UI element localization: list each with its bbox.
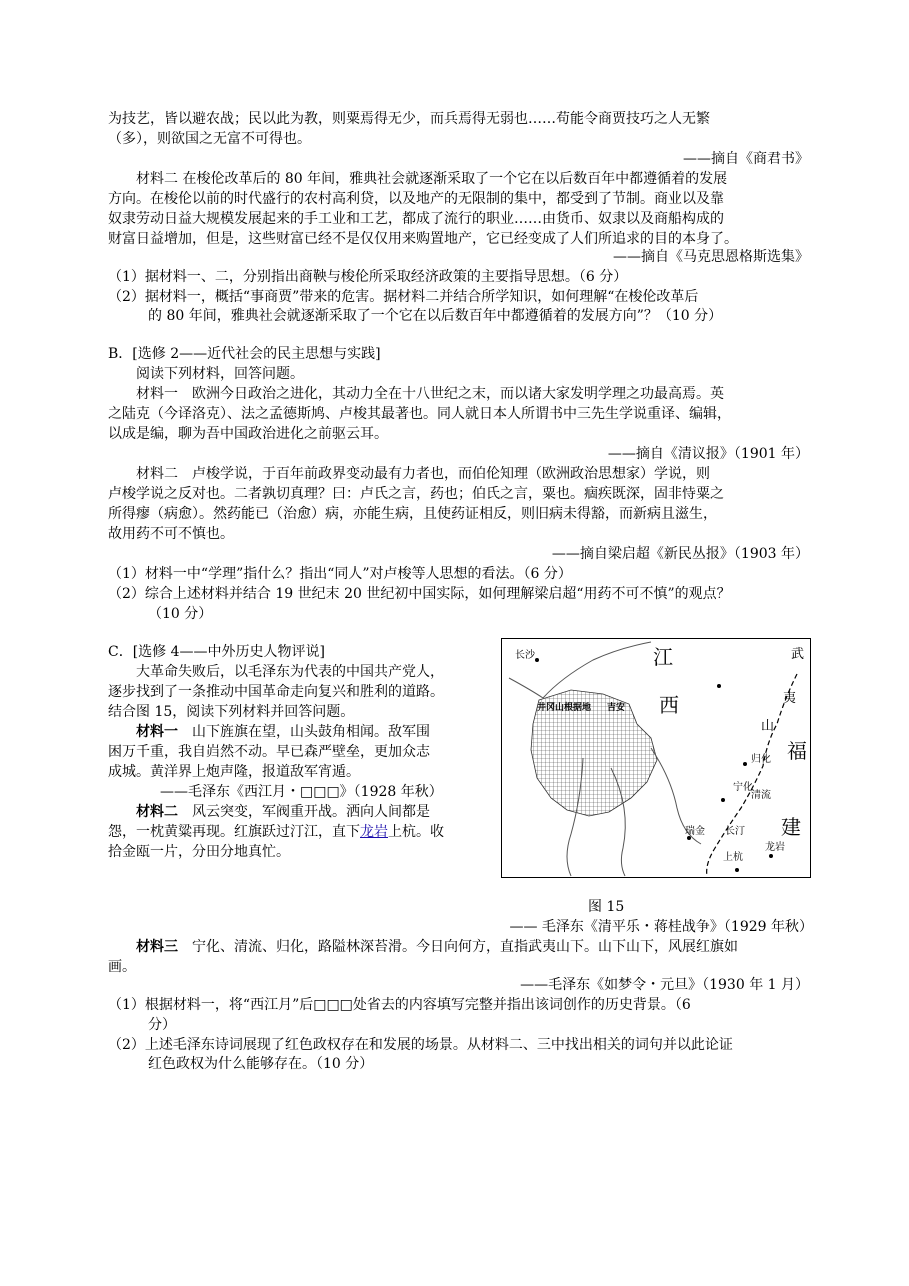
text-line: 分） [148, 1017, 176, 1033]
intro-line: 结合图 15，阅读下列材料并回答问题。 [108, 704, 355, 720]
material-two [136, 803, 430, 821]
poem-line: 画。 [108, 959, 136, 975]
map-figure [501, 638, 811, 878]
source-citation: ——摘自梁启超《新民丛报》（1903 年） [551, 546, 809, 562]
poem-text: 怨，一枕黄粱再现。红旗跃过汀江，直下 [108, 824, 360, 840]
label-qingliu: 清流 [751, 790, 771, 801]
text-line: （多），则欲国之无富不可得也。 [108, 131, 311, 147]
label-changsha: 长沙 [515, 650, 535, 661]
material-label: 材料二 [136, 804, 178, 820]
city-dot [735, 868, 739, 872]
question: （1）据材料一、二，分别指出商鞅与梭伦所采取经济政策的主要指导思想。（6 分） [108, 269, 628, 285]
label-changting: 长汀 [725, 826, 745, 837]
text-line: 奴隶劳动日益大规模发展起来的手工业和工艺，都成了流行的职业……由货币、奴隶以及商船构成的 [108, 211, 724, 227]
text-line: 以成是编，聊为吾中国政治进化之前驱云耳。 [108, 426, 388, 442]
intro-line: 大革命失败后，以毛泽东为代表的中国共产党人， [136, 664, 444, 680]
text-line: 故用药不可不慎也。 [108, 526, 234, 542]
material-label: 材料三 [136, 939, 178, 955]
text-line: 所得瘳（病愈）。然药能已（治愈）病，亦能生病，且使药证相反，则旧病未得豁，而新病且滋生， [108, 506, 717, 522]
label-wu: 武 [791, 647, 805, 662]
source-citation: ——毛泽东《如梦令・元旦》（1930 年 1 月） [520, 977, 809, 993]
label-yi: 夷 [783, 691, 797, 706]
source-citation: ——毛泽东《西江月・□□□》（1928 年秋） [160, 784, 443, 800]
label-jian: 吉安 [607, 703, 626, 713]
label-ninghua: 宁化 [733, 782, 753, 793]
material-paragraph: 材料二 卢梭学说，于百年前政界变动最有力者也，而伯伦知理（欧洲政治思想家）学说，则 [136, 466, 710, 482]
poem-line: 山下旌旗在望，山头鼓角相闻。敌军围 [192, 724, 430, 740]
material-label: 材料一 [136, 724, 178, 740]
poem-line [108, 823, 444, 841]
text-line: 方向。在梭伦以前的时代盛行的农村高利贷，以及地产的无限制的集中，都受到了节制。商业以及靠 [108, 191, 724, 207]
material-one [136, 723, 430, 741]
text-line: 红色政权为什么能够存在。（10 分） [148, 1056, 374, 1072]
label-base: 井冈山根据地 [537, 703, 592, 713]
poem-line: 成城。黄洋界上炮声隆，报道敌军宵遁。 [108, 764, 360, 780]
intro-line: 逐步找到了一条推动中国革命走向复兴和胜利的道路。 [108, 684, 444, 700]
poem-line: 拾金瓯一片，分田分地真忙。 [108, 844, 290, 860]
section-title: C．[选修 4——中外历史人物评说] [108, 644, 325, 660]
city-dot [769, 854, 773, 858]
text-line: 财富日益增加，但是，这些财富已经不是仅仅用来购置地产，它已经变成了人们所追求的目的本身了。 [108, 231, 738, 247]
city-dot [721, 798, 725, 802]
label-longyan: 龙岩 [765, 842, 785, 853]
city-dot [743, 762, 747, 766]
city-dot [717, 684, 721, 688]
question: （2）上述毛泽东诗词展现了红色政权存在和发展的场景。从材料二、三中找出相关的词句并以此论证 [108, 1037, 733, 1053]
text-line: 为技艺，皆以避农战；民以此为教，则粟焉得无少，而兵焉得无弱也……苟能令商贾技巧之人无繁 [108, 111, 710, 127]
source-citation: ——摘自《马克思恩格斯选集》 [613, 249, 809, 265]
poem-text: 上杭。收 [388, 824, 444, 840]
source-citation: ——摘自《清议报》（1901 年） [607, 446, 809, 462]
material-three [136, 938, 738, 956]
question: （2）据材料一，概括“事商贾”带来的危害。据材料二并结合所学知识，如何理解“在梭伦改革后 [108, 289, 699, 305]
text-line: 的 80 年间，雅典社会就逐渐采取了一个它在以后数百年中都遵循着的发展方向”？（10 分） [148, 308, 723, 324]
instruction: 阅读下列材料，回答问题。 [136, 366, 304, 382]
poem-line: 困万千重，我自岿然不动。早已森严壁垒，更加众志 [108, 744, 430, 760]
question: （2）综合上述材料并结合 19 世纪末 20 世纪初中国实际，如何理解梁启超“用药不可不慎”的观点？ [108, 586, 731, 602]
material-paragraph: 材料一 欧洲今日政治之进化，其动力全在十八世纪之末，而以诸大家发明学理之功最高焉。英 [136, 386, 724, 402]
material-paragraph: 材料二 在梭伦改革后的 80 年间，雅典社会就逐渐采取了一个它在以后数百年中都遵循着的发展 [136, 171, 728, 187]
city-dot [535, 658, 539, 662]
label-jian-prov: 建 [781, 815, 801, 839]
source-citation: —— 毛泽东《清平乐・蒋桂战争》（1929 年秋） [509, 919, 813, 935]
poem-line: 宁化、清流、归化，路隘林深苔滑。今日向何方，直指武夷山下。山下山下，风展红旗如 [192, 939, 738, 955]
label-xi: 西 [659, 693, 679, 717]
longyan-link[interactable]: 龙岩 [360, 824, 388, 840]
figure-caption: 图 15 [588, 899, 625, 915]
label-fu: 福 [787, 739, 807, 763]
source-citation: ——摘自《商君书》 [683, 151, 809, 167]
label-shan: 山 [761, 719, 775, 734]
text-line: 之陆克（今译洛克）、法之孟德斯鸠、卢梭其最著也。同人就日本人所谓书中三先生学说重译、编辑， [108, 406, 731, 422]
question: （1）根据材料一，将“西江月”后□□□处省去的内容填写完整并指出该词创作的历史背景。（6 [108, 997, 691, 1013]
label-shanghang: 上杭 [723, 852, 743, 863]
poem-line: 风云突变，军阀重开战。洒向人间都是 [192, 804, 430, 820]
label-ruijin: 瑞金 [685, 826, 705, 837]
label-jiang: 江 [653, 645, 673, 669]
section-title: B．[选修 2——近代社会的民主思想与实践] [108, 346, 381, 362]
label-guihua: 归化 [751, 754, 771, 765]
text-line: 卢梭学说之反对也。二者孰切真理？曰：卢氏之言，药也；伯氏之言，粟也。痼疾既深，固非恃粟之 [108, 486, 724, 502]
text-line: （10 分） [148, 606, 213, 622]
question: （1）材料一中“学理”指什么？指出“同人”对卢梭等人思想的看法。（6 分） [108, 566, 572, 582]
